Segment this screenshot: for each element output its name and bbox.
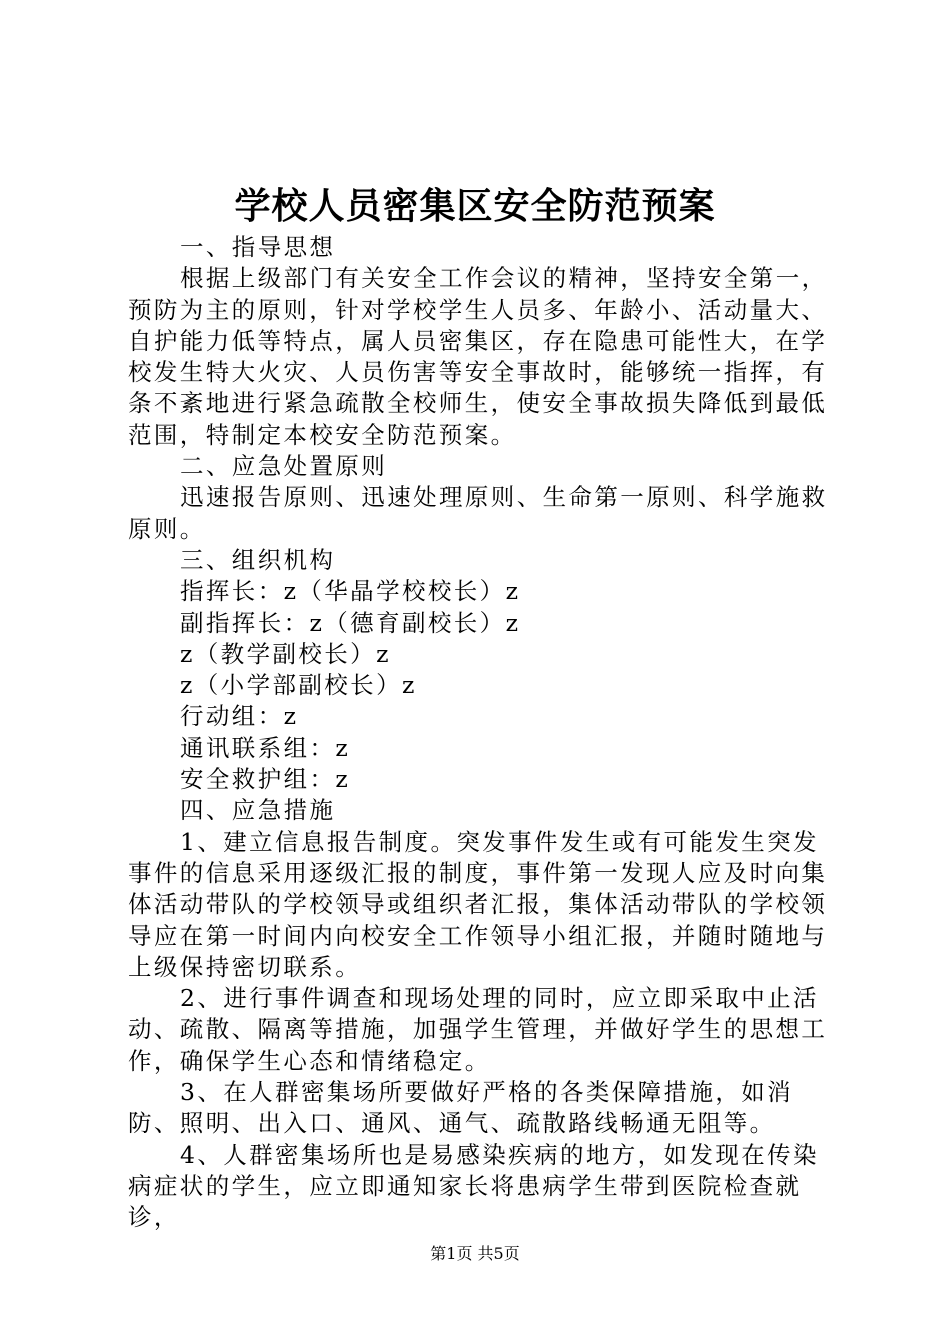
page-number: 第1页 共5页 [430, 1244, 520, 1263]
document-title: 学校人员密集区安全防范预案 [234, 185, 716, 227]
document-body [128, 232, 838, 1234]
paragraph: 3、在人群密集场所要做好严格的各类保障措施，如消防、照明、出入口、通风、通气、疏散路线畅通无阻等。 [128, 1078, 794, 1138]
org-line: z（教学副校长）z [180, 639, 391, 668]
paragraph: 根据上级部门有关安全工作会议的精神，坚持安全第一，预防为主的原则，针对学校学生人员多、年龄小、活动量大、自护能力低等特点，属人员密集区，存在隐患可能性大，在学校发生特大火灾、人员伤害等安全事故时，能够统一指挥，有条不紊地进行紧急疏散全校师生，使安全事故损失降低到最低范围，特制定本校安全防范预案。 [128, 264, 828, 449]
paragraph: 2、进行事件调查和现场处理的同时，应立即采取中止活动、疏散、隔离等措施，加强学生管理，并做好学生的思想工作，确保学生心态和情绪稳定。 [128, 984, 828, 1075]
paragraph: 4、人群密集场所也是易感染疾病的地方，如发现在传染病症状的学生，应立即通知家长将患病学生带到医院检查就诊， [128, 1140, 819, 1232]
org-line: 通讯联系组：z [180, 733, 351, 762]
org-line: 指挥长：z（华晶学校校长）z [180, 577, 521, 606]
org-line: 副指挥长：z（德育副校长）z [180, 608, 521, 637]
paragraph: 迅速报告原则、迅速处理原则、生命第一原则、科学施救原则。 [128, 483, 828, 543]
section-heading: 四、应急措施 [180, 796, 336, 825]
section-heading: 三、组织机构 [180, 545, 336, 574]
section-heading: 二、应急处置原则 [180, 452, 388, 481]
section-heading: 一、指导思想 [180, 233, 336, 261]
org-line: 行动组：z [180, 702, 299, 731]
org-line: z（小学部副校长）z [180, 671, 417, 700]
paragraph: 1、建立信息报告制度。突发事件发生或有可能发生突发事件的信息采用逐级汇报的制度，事件第一发现人应及时向集体活动带队的学校领导或组织者汇报，集体活动带队的学校领导应在第一时间内向校安全工作领导小组汇报，并随时随地与上级保持密切联系。 [128, 827, 828, 981]
org-line: 安全救护组：z [180, 765, 351, 794]
